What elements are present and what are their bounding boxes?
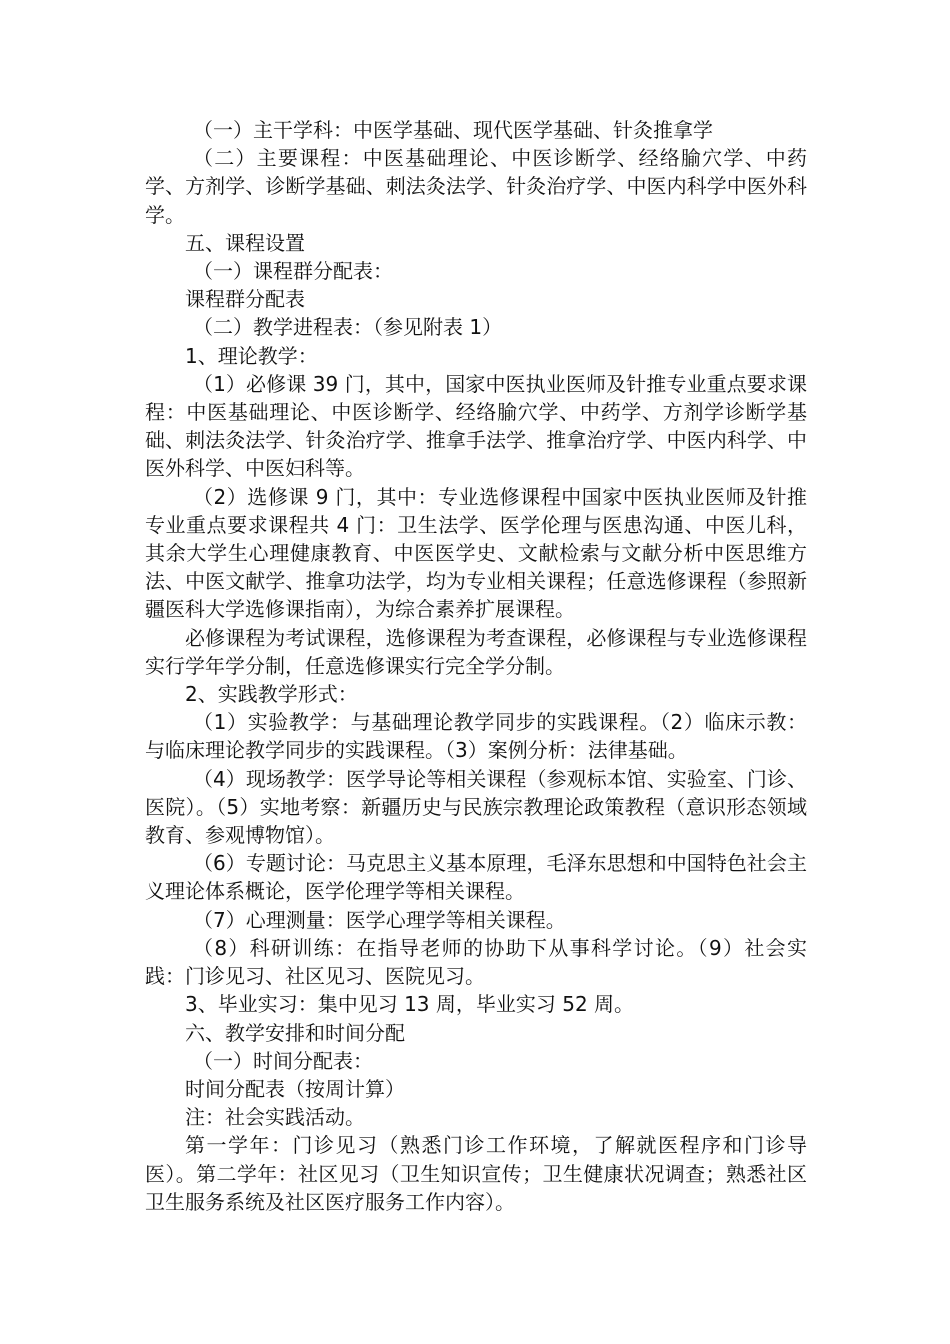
paragraph-course-group-table-label: （一）课程群分配表： bbox=[193, 259, 393, 284]
paragraph-elective-courses: （2）选修课 9 门，其中：专业选修课程中国家中医执业医师及针推专业重点要求课程共 4 门：卫生法学、医学伦理与医患沟通、中医儿科，其余大学生心理健康教育、中医医学史、文献检索与文献分析中医思维方法、中医文献学、推拿功法学，均为专业相关课程；任意选修课程（参照新疆医科大学选修课指南），为综合素养扩展课程。 bbox=[145, 484, 807, 622]
paragraph-exam-credit-rules: 必修课程为考试课程，选修课程为考查课程，必修课程与专业选修课程实行学年学分制，任意选修课实行完全学分制。 bbox=[145, 625, 807, 678]
paragraph-note: 注：社会实践活动。 bbox=[185, 1105, 365, 1130]
heading-theory-teaching: 1、理论教学： bbox=[185, 343, 318, 368]
paragraph-main-courses: （二）主要课程：中医基础理论、中医诊断学、经络腧穴学、中药学、方剂学、诊断学基础、刺法灸法学、针灸治疗学、中医内科学中医外科学。 bbox=[145, 146, 807, 227]
heading-teaching-arrangement: 六、教学安排和时间分配 bbox=[185, 1020, 405, 1045]
paragraph-teaching-schedule: （二）教学进程表：（参见附表 1） bbox=[193, 315, 503, 340]
paragraph-time-table: 时间分配表（按周计算） bbox=[185, 1076, 405, 1101]
paragraph-required-courses: （1）必修课 39 门，其中，国家中医执业医师及针推专业重点要求课程：中医基础理论、中医诊断学、经络腧穴学、中药学、方剂学诊断学基础、刺法灸法学、针灸治疗学、推拿手法学、推拿治疗学、中医内科学、中医外科学、中医妇科等。 bbox=[145, 371, 807, 481]
paragraph-time-table-label: （一）时间分配表： bbox=[193, 1048, 373, 1073]
paragraph-yearly-practice: 第一学年：门诊见习（熟悉门诊工作环境，了解就医程序和门诊导医）。第二学年：社区见习（卫生知识宣传；卫生健康状况调查；熟悉社区卫生服务系统及社区医疗服务工作内容）。 bbox=[145, 1133, 807, 1214]
document-body bbox=[145, 116, 807, 1216]
paragraph-practice-8-9: （8）科研训练：在指导老师的协助下从事科学讨论。（9）社会实践：门诊见习、社区见习、医院见习。 bbox=[145, 935, 807, 989]
paragraph-practice-7: （7）心理测量：医学心理学等相关课程。 bbox=[193, 907, 566, 932]
paragraph-course-group-table: 课程群分配表 bbox=[185, 287, 305, 312]
heading-practice-forms: 2、实践教学形式： bbox=[185, 682, 358, 707]
paragraph-internship: 3、毕业实习：集中见习 13 周，毕业实习 52 周。 bbox=[185, 992, 635, 1017]
paragraph-practice-4-5: （4）现场教学：医学导论等相关课程（参观标本馆、实验室、门诊、医院）。（5）实地考察：新疆历史与民族宗教理论政策教程（意识形态领域教育、参观博物馆）。 bbox=[145, 766, 807, 848]
heading-course-setup: 五、课程设置 bbox=[185, 230, 305, 255]
paragraph-main-disciplines: （一）主干学科：中医学基础、现代医学基础、针灸推拿学 bbox=[193, 118, 713, 142]
paragraph-practice-6: （6）专题讨论：马克思主义基本原理，毛泽东思想和中国特色社会主义理论体系概论，医学伦理学等相关课程。 bbox=[145, 851, 807, 904]
paragraph-practice-1-3: （1）实验教学：与基础理论教学同步的实践课程。（2）临床示教：与临床理论教学同步的实践课程。（3）案例分析：法律基础。 bbox=[145, 710, 807, 763]
